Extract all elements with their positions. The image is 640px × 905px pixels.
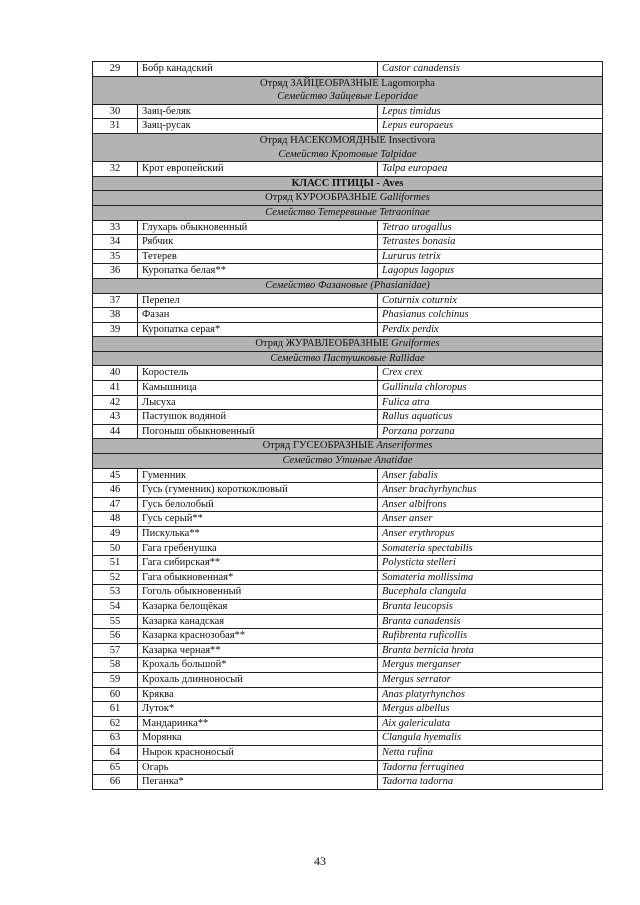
species-name-latin: Aix galericulata	[378, 716, 603, 731]
row-number: 35	[93, 249, 138, 264]
order-title	[93, 337, 602, 351]
species-name-ru: Гага сибирская**	[138, 556, 378, 571]
order-name-ru: Отряд ЖУРАВЛЕОБРАЗНЫЕ	[255, 338, 389, 350]
species-name-ru: Глухарь обыкновенный	[138, 220, 378, 235]
table-row	[93, 104, 603, 119]
species-name-ru: Луток*	[138, 702, 378, 717]
table-row	[93, 570, 603, 585]
species-name-latin: Tetrao urogallus	[378, 220, 603, 235]
table-row	[93, 775, 603, 790]
species-name-latin: Mergus albellus	[378, 702, 603, 717]
table-row	[93, 410, 603, 425]
family-title: Семейство Тетеревиные Tetraoninae	[265, 206, 430, 218]
species-name-ru: Пеганка*	[138, 775, 378, 790]
species-name-ru: Куропатка белая**	[138, 264, 378, 279]
species-name-latin: Tetrastes bonasia	[378, 235, 603, 250]
row-number: 62	[93, 716, 138, 731]
species-name-ru: Крот европейский	[138, 162, 378, 177]
order-title	[93, 134, 602, 148]
taxon-header-cell	[93, 454, 603, 469]
species-name-ru: Огарь	[138, 760, 378, 775]
table-row	[93, 220, 603, 235]
order-name-latin: Gruiformes	[391, 338, 440, 350]
species-name-ru: Тетерев	[138, 249, 378, 264]
order-name-ru: Отряд НАСЕКОМОЯДНЫЕ	[259, 134, 386, 146]
taxon-header-cell	[93, 191, 603, 206]
table-row	[93, 672, 603, 687]
species-name-ru: Кряква	[138, 687, 378, 702]
class-title: КЛАСС ПТИЦЫ - Aves	[93, 176, 603, 191]
row-number: 61	[93, 702, 138, 717]
species-name-latin: Branta bernicia hrota	[378, 643, 603, 658]
species-name-ru: Нырок красноносый	[138, 745, 378, 760]
row-number: 37	[93, 293, 138, 308]
species-name-latin: Lepus timidus	[378, 104, 603, 119]
row-number: 53	[93, 585, 138, 600]
species-name-ru: Гага обыкновенная*	[138, 570, 378, 585]
table-row	[93, 293, 603, 308]
species-name-latin: Bucephala clangula	[378, 585, 603, 600]
row-number: 46	[93, 483, 138, 498]
species-name-ru: Казарка черная**	[138, 643, 378, 658]
table-row	[93, 395, 603, 410]
species-name-latin: Clangula hyemalis	[378, 731, 603, 746]
table-row	[93, 162, 603, 177]
table-row	[93, 629, 603, 644]
species-name-latin: Tadorna ferruginea	[378, 760, 603, 775]
species-name-latin: Crex crex	[378, 366, 603, 381]
order-name-latin: Lagomorpha	[381, 77, 435, 89]
species-name-latin: Anser albifrons	[378, 497, 603, 512]
species-name-ru: Крохаль большой*	[138, 658, 378, 673]
class-header-row	[93, 176, 603, 191]
row-number: 58	[93, 658, 138, 673]
family-title: Семейство Кротовые Talpidae	[278, 148, 417, 160]
species-name-ru: Фазан	[138, 308, 378, 323]
row-number: 54	[93, 599, 138, 614]
row-number: 31	[93, 119, 138, 134]
species-name-ru: Морянка	[138, 731, 378, 746]
row-number: 45	[93, 468, 138, 483]
table-row	[93, 308, 603, 323]
family-title: Семейство Утиные Anatidae	[282, 455, 413, 467]
table-row	[93, 658, 603, 673]
species-name-latin: Anser anser	[378, 512, 603, 527]
species-table	[92, 61, 603, 790]
species-name-latin: Coturnix coturnix	[378, 293, 603, 308]
taxon-header-cell	[93, 133, 603, 161]
species-name-ru: Лысуха	[138, 395, 378, 410]
species-name-ru: Гусь серый**	[138, 512, 378, 527]
order-name-ru: Отряд КУРООБРАЗНЫЕ	[265, 192, 378, 204]
species-name-ru: Рябчик	[138, 235, 378, 250]
species-table-body	[93, 62, 603, 790]
taxon-header-row	[93, 454, 603, 469]
species-name-ru: Гусь (гуменник) короткоклювый	[138, 483, 378, 498]
taxon-header-cell	[93, 351, 603, 366]
taxon-header-cell	[93, 278, 603, 293]
taxon-header-row	[93, 351, 603, 366]
table-row	[93, 556, 603, 571]
species-name-latin: Anser erythropus	[378, 527, 603, 542]
species-name-latin: Anser fabalis	[378, 468, 603, 483]
order-name-latin: Insectivora	[388, 134, 436, 146]
taxon-header-row	[93, 76, 603, 104]
table-row	[93, 366, 603, 381]
species-name-ru: Перепел	[138, 293, 378, 308]
species-name-latin: Tadorna tadorna	[378, 775, 603, 790]
table-row	[93, 497, 603, 512]
row-number: 39	[93, 322, 138, 337]
species-name-latin: Talpa europaea	[378, 162, 603, 177]
order-title	[93, 77, 602, 91]
species-name-ru: Мандаринка**	[138, 716, 378, 731]
species-name-latin: Branta leucopsis	[378, 599, 603, 614]
row-number: 48	[93, 512, 138, 527]
row-number: 44	[93, 424, 138, 439]
table-row	[93, 731, 603, 746]
order-name-latin: Galliformes	[379, 192, 430, 204]
row-number: 59	[93, 672, 138, 687]
species-name-ru: Казарка канадская	[138, 614, 378, 629]
row-number: 34	[93, 235, 138, 250]
species-name-latin: Phasianus colchinus	[378, 308, 603, 323]
taxon-header-cell	[93, 76, 603, 104]
row-number: 40	[93, 366, 138, 381]
species-name-ru: Казарка краснозобая**	[138, 629, 378, 644]
species-name-latin: Anser brachyrhynchus	[378, 483, 603, 498]
row-number: 33	[93, 220, 138, 235]
species-name-ru: Гуменник	[138, 468, 378, 483]
species-name-latin: Somateria mollissima	[378, 570, 603, 585]
table-row	[93, 119, 603, 134]
species-name-latin: Branta canadensis	[378, 614, 603, 629]
table-row	[93, 760, 603, 775]
species-name-ru: Пискулька**	[138, 527, 378, 542]
row-number: 52	[93, 570, 138, 585]
row-number: 55	[93, 614, 138, 629]
order-title	[93, 439, 602, 453]
table-row	[93, 541, 603, 556]
row-number: 63	[93, 731, 138, 746]
table-row	[93, 483, 603, 498]
species-name-latin: Mergus merganser	[378, 658, 603, 673]
row-number: 43	[93, 410, 138, 425]
species-name-ru: Камышница	[138, 381, 378, 396]
taxon-header-row	[93, 133, 603, 161]
table-row	[93, 702, 603, 717]
species-name-latin: Rallus aquaticus	[378, 410, 603, 425]
species-name-ru: Казарка белощёкая	[138, 599, 378, 614]
taxon-header-row	[93, 278, 603, 293]
table-row	[93, 381, 603, 396]
species-name-ru: Коростель	[138, 366, 378, 381]
species-name-ru: Погоныш обыкновенный	[138, 424, 378, 439]
taxon-header-cell	[93, 205, 603, 220]
row-number: 30	[93, 104, 138, 119]
taxon-header-row	[93, 205, 603, 220]
table-row	[93, 512, 603, 527]
species-name-latin: Gullinula chloropus	[378, 381, 603, 396]
species-name-ru: Пастушок водяной	[138, 410, 378, 425]
species-name-ru: Заяц-русак	[138, 119, 378, 134]
row-number: 42	[93, 395, 138, 410]
order-name-latin: Anseriformes	[376, 440, 433, 452]
family-title: Семейство Зайцевые Leporidae	[277, 91, 418, 103]
species-name-latin: Rufibrenta ruficollis	[378, 629, 603, 644]
order-name-ru: Отряд ЗАЙЦЕОБРАЗНЫЕ	[260, 77, 379, 89]
species-name-latin: Anas platyrhynchos	[378, 687, 603, 702]
species-name-ru: Гоголь обыкновенный	[138, 585, 378, 600]
family-title: Семейство Фазановые (Phasianidae)	[265, 279, 430, 291]
row-number: 56	[93, 629, 138, 644]
row-number: 47	[93, 497, 138, 512]
species-name-latin: Lepus europaeus	[378, 119, 603, 134]
species-name-ru: Бобр канадский	[138, 62, 378, 77]
species-name-ru: Гусь белолобый	[138, 497, 378, 512]
table-row	[93, 599, 603, 614]
row-number: 50	[93, 541, 138, 556]
species-name-latin: Lururus tetrix	[378, 249, 603, 264]
table-row	[93, 424, 603, 439]
order-name-ru: Отряд ГУСЕОБРАЗНЫЕ	[262, 440, 374, 452]
row-number: 36	[93, 264, 138, 279]
species-name-latin: Perdix perdix	[378, 322, 603, 337]
table-row	[93, 745, 603, 760]
species-name-latin: Lagopus lagopus	[378, 264, 603, 279]
table-row	[93, 468, 603, 483]
table-row	[93, 264, 603, 279]
taxon-header-row	[93, 191, 603, 206]
row-number: 49	[93, 527, 138, 542]
species-name-latin: Somateria spectabilis	[378, 541, 603, 556]
species-name-latin: Polysticta stelleri	[378, 556, 603, 571]
species-name-latin: Castor canadensis	[378, 62, 603, 77]
family-title: Семейство Пастушковые Rallidae	[270, 352, 425, 364]
row-number: 32	[93, 162, 138, 177]
row-number: 29	[93, 62, 138, 77]
species-name-ru: Гага гребенушка	[138, 541, 378, 556]
taxon-header-cell	[93, 439, 603, 454]
species-name-ru: Куропатка серая*	[138, 322, 378, 337]
row-number: 51	[93, 556, 138, 571]
species-name-ru: Крохаль длинноносый	[138, 672, 378, 687]
table-row	[93, 643, 603, 658]
table-row	[93, 614, 603, 629]
taxon-header-row	[93, 337, 603, 352]
species-name-ru: Заяц-беляк	[138, 104, 378, 119]
row-number: 60	[93, 687, 138, 702]
row-number: 65	[93, 760, 138, 775]
species-name-latin: Netta rufina	[378, 745, 603, 760]
table-row	[93, 235, 603, 250]
taxon-header-cell	[93, 337, 603, 352]
table-row	[93, 687, 603, 702]
table-row	[93, 249, 603, 264]
species-name-latin: Fulica atra	[378, 395, 603, 410]
row-number: 41	[93, 381, 138, 396]
row-number: 66	[93, 775, 138, 790]
table-row	[93, 322, 603, 337]
table-row	[93, 716, 603, 731]
table-row	[93, 585, 603, 600]
row-number: 38	[93, 308, 138, 323]
species-name-latin: Porzana porzana	[378, 424, 603, 439]
species-name-latin: Mergus serrator	[378, 672, 603, 687]
table-row	[93, 527, 603, 542]
taxon-header-row	[93, 439, 603, 454]
table-row	[93, 62, 603, 77]
row-number: 57	[93, 643, 138, 658]
order-title	[93, 191, 602, 205]
row-number: 64	[93, 745, 138, 760]
page-number: 43	[314, 854, 326, 868]
